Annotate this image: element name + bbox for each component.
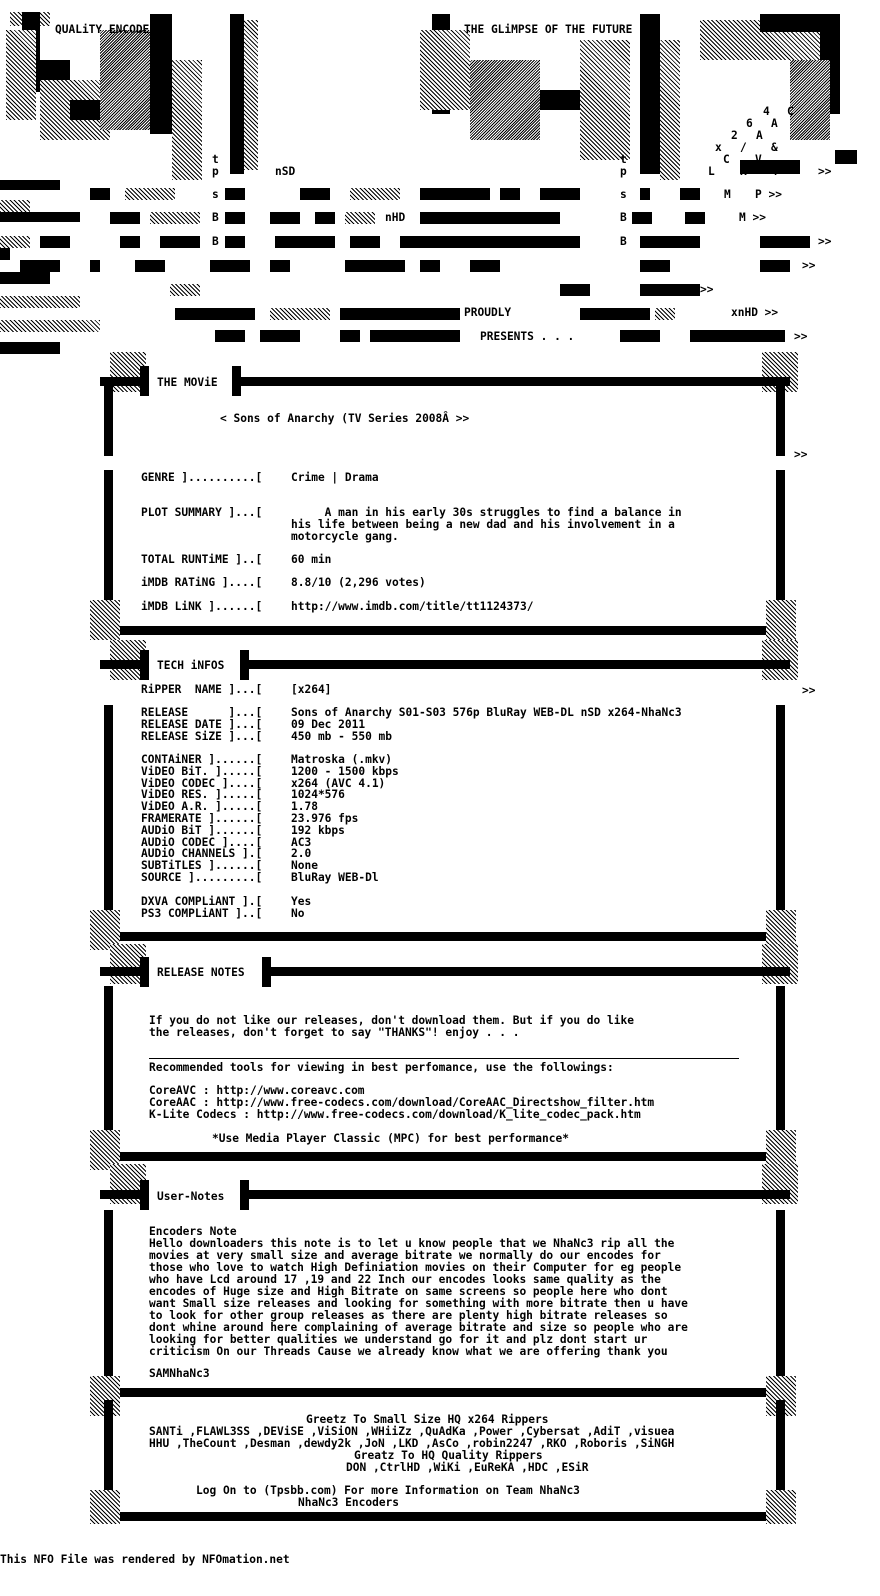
section-title-release-notes: RELEASE NOTES bbox=[157, 966, 245, 979]
group-nhd: nHD bbox=[385, 211, 406, 224]
banner-m-arrows: M >> bbox=[739, 211, 766, 224]
tool-coreaac[interactable]: CoreAAC : http://www.free-codecs.com/download/CoreAAC_Directshow_filter.htm bbox=[149, 1096, 655, 1109]
arrows: >> bbox=[802, 259, 816, 272]
banner-letter-t1: t bbox=[212, 153, 219, 166]
plot-value: A man in his early 30s struggles to find a balance in his life between being a new dad and his involvement in a motorcycle gang. bbox=[291, 506, 682, 543]
tech-value: 1.78 bbox=[291, 800, 318, 814]
greetz-line-1: Greetz To Small Size HQ x264 Rippers bbox=[306, 1413, 549, 1426]
banner-letter-p1: p bbox=[212, 165, 219, 178]
tech-label: AUDiO BiT ]......[ bbox=[141, 823, 263, 837]
tech-label: SUBTiTLES ]......[ bbox=[141, 859, 263, 873]
tech-value: 09 Dec 2011 bbox=[291, 717, 366, 731]
arrows: >> bbox=[802, 684, 816, 697]
tech-value: 192 kbps bbox=[291, 823, 345, 837]
tech-label: AUDiO CODEC ]....[ bbox=[141, 835, 263, 849]
logo-char: C bbox=[787, 105, 794, 118]
tool-klite[interactable]: K-Lite Codecs : http://www.free-codecs.com/download/K_lite_codec_pack.htm bbox=[149, 1108, 641, 1121]
tech-value: 1200 - 1500 kbps bbox=[291, 764, 399, 778]
tech-label: RELEASE DATE ]...[ bbox=[141, 717, 263, 731]
tech-label: ViDEO BiT. ].....[ bbox=[141, 764, 263, 778]
arrows: >> bbox=[818, 235, 832, 248]
tech-value: None bbox=[291, 859, 318, 873]
section-title-user-notes: User-Notes bbox=[157, 1190, 225, 1203]
tech-label: FRAMERATE ]......[ bbox=[141, 812, 263, 825]
tech-label: PS3 COMPLiANT ]..[ bbox=[141, 906, 263, 920]
rendered-by-footer: This NFO File was rendered by NFOmation.net bbox=[0, 1553, 290, 1566]
rating-label: iMDB RATiNG ]....[ bbox=[141, 576, 263, 589]
tech-value: 2.0 bbox=[291, 847, 312, 861]
logo-char: 4 bbox=[763, 105, 770, 118]
tech-label: ViDEO CODEC ]....[ bbox=[141, 776, 263, 790]
banner-letter-t2: t bbox=[620, 153, 627, 166]
tech-value: x264 (AVC 4.1) bbox=[291, 776, 386, 790]
group-xnhd: xnHD >> bbox=[731, 306, 779, 319]
tool-coreavc[interactable]: CoreAVC : http://www.coreavc.com bbox=[149, 1084, 365, 1097]
imdb-link[interactable]: http://www.imdb.com/title/tt1124373/ bbox=[291, 600, 534, 613]
logo-char: K bbox=[740, 165, 747, 178]
ripper-label: RiPPER NAME ]...[ bbox=[141, 683, 263, 696]
tech-label: ViDEO A.R. ].....[ bbox=[141, 800, 263, 814]
tech-value: BluRay WEB-Dl bbox=[291, 871, 379, 884]
genre-value: Crime | Drama bbox=[291, 471, 379, 484]
banner-m: M bbox=[724, 188, 731, 201]
arrows: >> bbox=[794, 330, 808, 343]
greetz-line-5: DON ,CtrlHD ,WiKi ,EuReKA ,HDC ,ESiR bbox=[346, 1461, 589, 1474]
banner-letter-s1: s bbox=[212, 188, 219, 201]
logo-char: 4 bbox=[771, 165, 778, 178]
tech-value: 1024*576 bbox=[291, 788, 345, 802]
tech-label: AUDiO CHANNELS ].[ bbox=[141, 847, 263, 861]
banner-letter-p2: p bbox=[620, 165, 627, 178]
imdb-link-label: iMDB LiNK ]......[ bbox=[141, 600, 263, 613]
tech-label: RELEASE SiZE ]...[ bbox=[141, 729, 263, 743]
arrows: >> bbox=[794, 448, 808, 461]
release-notes-text: If you do not like our releases, don't download them. But if you do like the releases, don't forget to say "THANKS"! enjoy . . . bbox=[149, 1014, 634, 1039]
presents-text: PRESENTS . . . bbox=[480, 330, 575, 343]
tech-value: 23.976 fps bbox=[291, 812, 359, 825]
tech-label: RELEASE ]...[ bbox=[141, 706, 263, 719]
tagline-left: QUALiTY ENCODES ! bbox=[55, 23, 170, 36]
divider bbox=[149, 1058, 739, 1059]
tech-value: AC3 bbox=[291, 835, 312, 849]
banner-p-arrows: P >> bbox=[755, 188, 782, 201]
logo-char: 2 bbox=[731, 129, 738, 142]
tech-label: SOURCE ].........[ bbox=[141, 871, 263, 884]
plot-label: PLOT SUMMARY ]...[ bbox=[141, 506, 263, 519]
greetz-line-7: NhaNc3 Encoders bbox=[298, 1496, 400, 1509]
tech-label: CONTAiNER ]......[ bbox=[141, 753, 263, 766]
tech-label: DXVA COMPLiANT ].[ bbox=[141, 895, 263, 908]
tools-heading: Recommended tools for viewing in best perfomance, use the followings: bbox=[149, 1061, 614, 1074]
proudly-text: PROUDLY bbox=[464, 306, 512, 319]
tech-value: No bbox=[291, 906, 305, 920]
rating-value: 8.8/10 (2,296 votes) bbox=[291, 576, 426, 589]
runtime-label: TOTAL RUNTiME ]..[ bbox=[141, 553, 263, 566]
logo-char: x bbox=[715, 141, 722, 154]
tech-value: Sons of Anarchy S01-S03 576p BluRay WEB-DL nSD x264-NhaNc3 bbox=[291, 706, 682, 719]
banner-letter-b4: B bbox=[620, 235, 627, 248]
logo-char: L bbox=[708, 165, 715, 178]
logo-char: / bbox=[740, 141, 747, 154]
logo-char: & bbox=[771, 141, 778, 154]
logo-char: A bbox=[771, 117, 778, 130]
logo-char: C bbox=[723, 153, 730, 166]
greetz-line-4: Greatz To HQ Quality Rippers bbox=[354, 1449, 543, 1462]
group-nsd: nSD bbox=[275, 165, 296, 178]
banner-letter-b1: B bbox=[212, 211, 219, 224]
greetz-line-3: HHU ,TheCount ,Desman ,dewdy2k ,JoN ,LKD ,AsCo ,robin2247 ,RKO ,Roboris ,SiNGH bbox=[149, 1437, 675, 1450]
banner-letter-b3: B bbox=[620, 211, 627, 224]
tech-value: Matroska (.mkv) bbox=[291, 753, 393, 766]
encoders-note-body: Hello downloaders this note is to let u know people that we NhaNc3 rip all the movies at very small size and average bitrate we normally do our encodes for those who love to watch High Definiation movies on their Computer for eg people who have Lcd around 17 ,19 and 22 Inch our encodes looks same quality as the encodes of Huge size and High Bitrate on same screens so people here who dont want Small size releases and looking for something with more bitrate then u have to look for other group releases as there are plenty high bitrate releases so dont whine around here complaining of average bitrate and size so people who are looking for better qualities we understand go for it and plz dont start ur criticism On our Threads Cause we already know what we are offering thank you bbox=[149, 1237, 688, 1358]
signature: SAMNhaNc3 bbox=[149, 1367, 210, 1380]
encoders-note-heading: Encoders Note bbox=[149, 1225, 237, 1238]
banner-letter-s2: s bbox=[620, 188, 627, 201]
tech-label: ViDEO RES. ].....[ bbox=[141, 788, 263, 802]
section-title-movie: THE MOViE bbox=[157, 376, 218, 389]
arrows: >> bbox=[818, 165, 832, 178]
tech-value: 450 mb - 550 mb bbox=[291, 729, 393, 743]
arrows: >> bbox=[700, 283, 714, 296]
ripper-value: [x264] bbox=[291, 683, 332, 696]
movie-title: < Sons of Anarchy (TV Series 2008Â >> bbox=[220, 412, 470, 425]
logo-char: V bbox=[755, 153, 762, 166]
runtime-value: 60 min bbox=[291, 553, 332, 566]
tagline-right: THE GLiMPSE OF THE FUTURE ! bbox=[464, 23, 646, 36]
tech-value: Yes bbox=[291, 895, 312, 908]
banner-letter-b2: B bbox=[212, 235, 219, 248]
logo-char: A bbox=[756, 129, 763, 142]
genre-label: GENRE ]..........[ bbox=[141, 471, 263, 484]
section-title-tech: TECH iNFOS bbox=[157, 659, 225, 672]
mpc-note: *Use Media Player Classic (MPC) for best performance* bbox=[212, 1132, 569, 1145]
greetz-line-2: SANTi ,FLAWL3SS ,DEViSE ,ViSiON ,WHiiZz ,QuAdKa ,Power ,Cybersat ,AdiT ,visuea bbox=[149, 1425, 675, 1438]
logo-char: 6 bbox=[746, 117, 753, 130]
greetz-line-6: Log On to (Tpsbb.com) For more Information on Team NhaNc3 bbox=[196, 1484, 580, 1497]
